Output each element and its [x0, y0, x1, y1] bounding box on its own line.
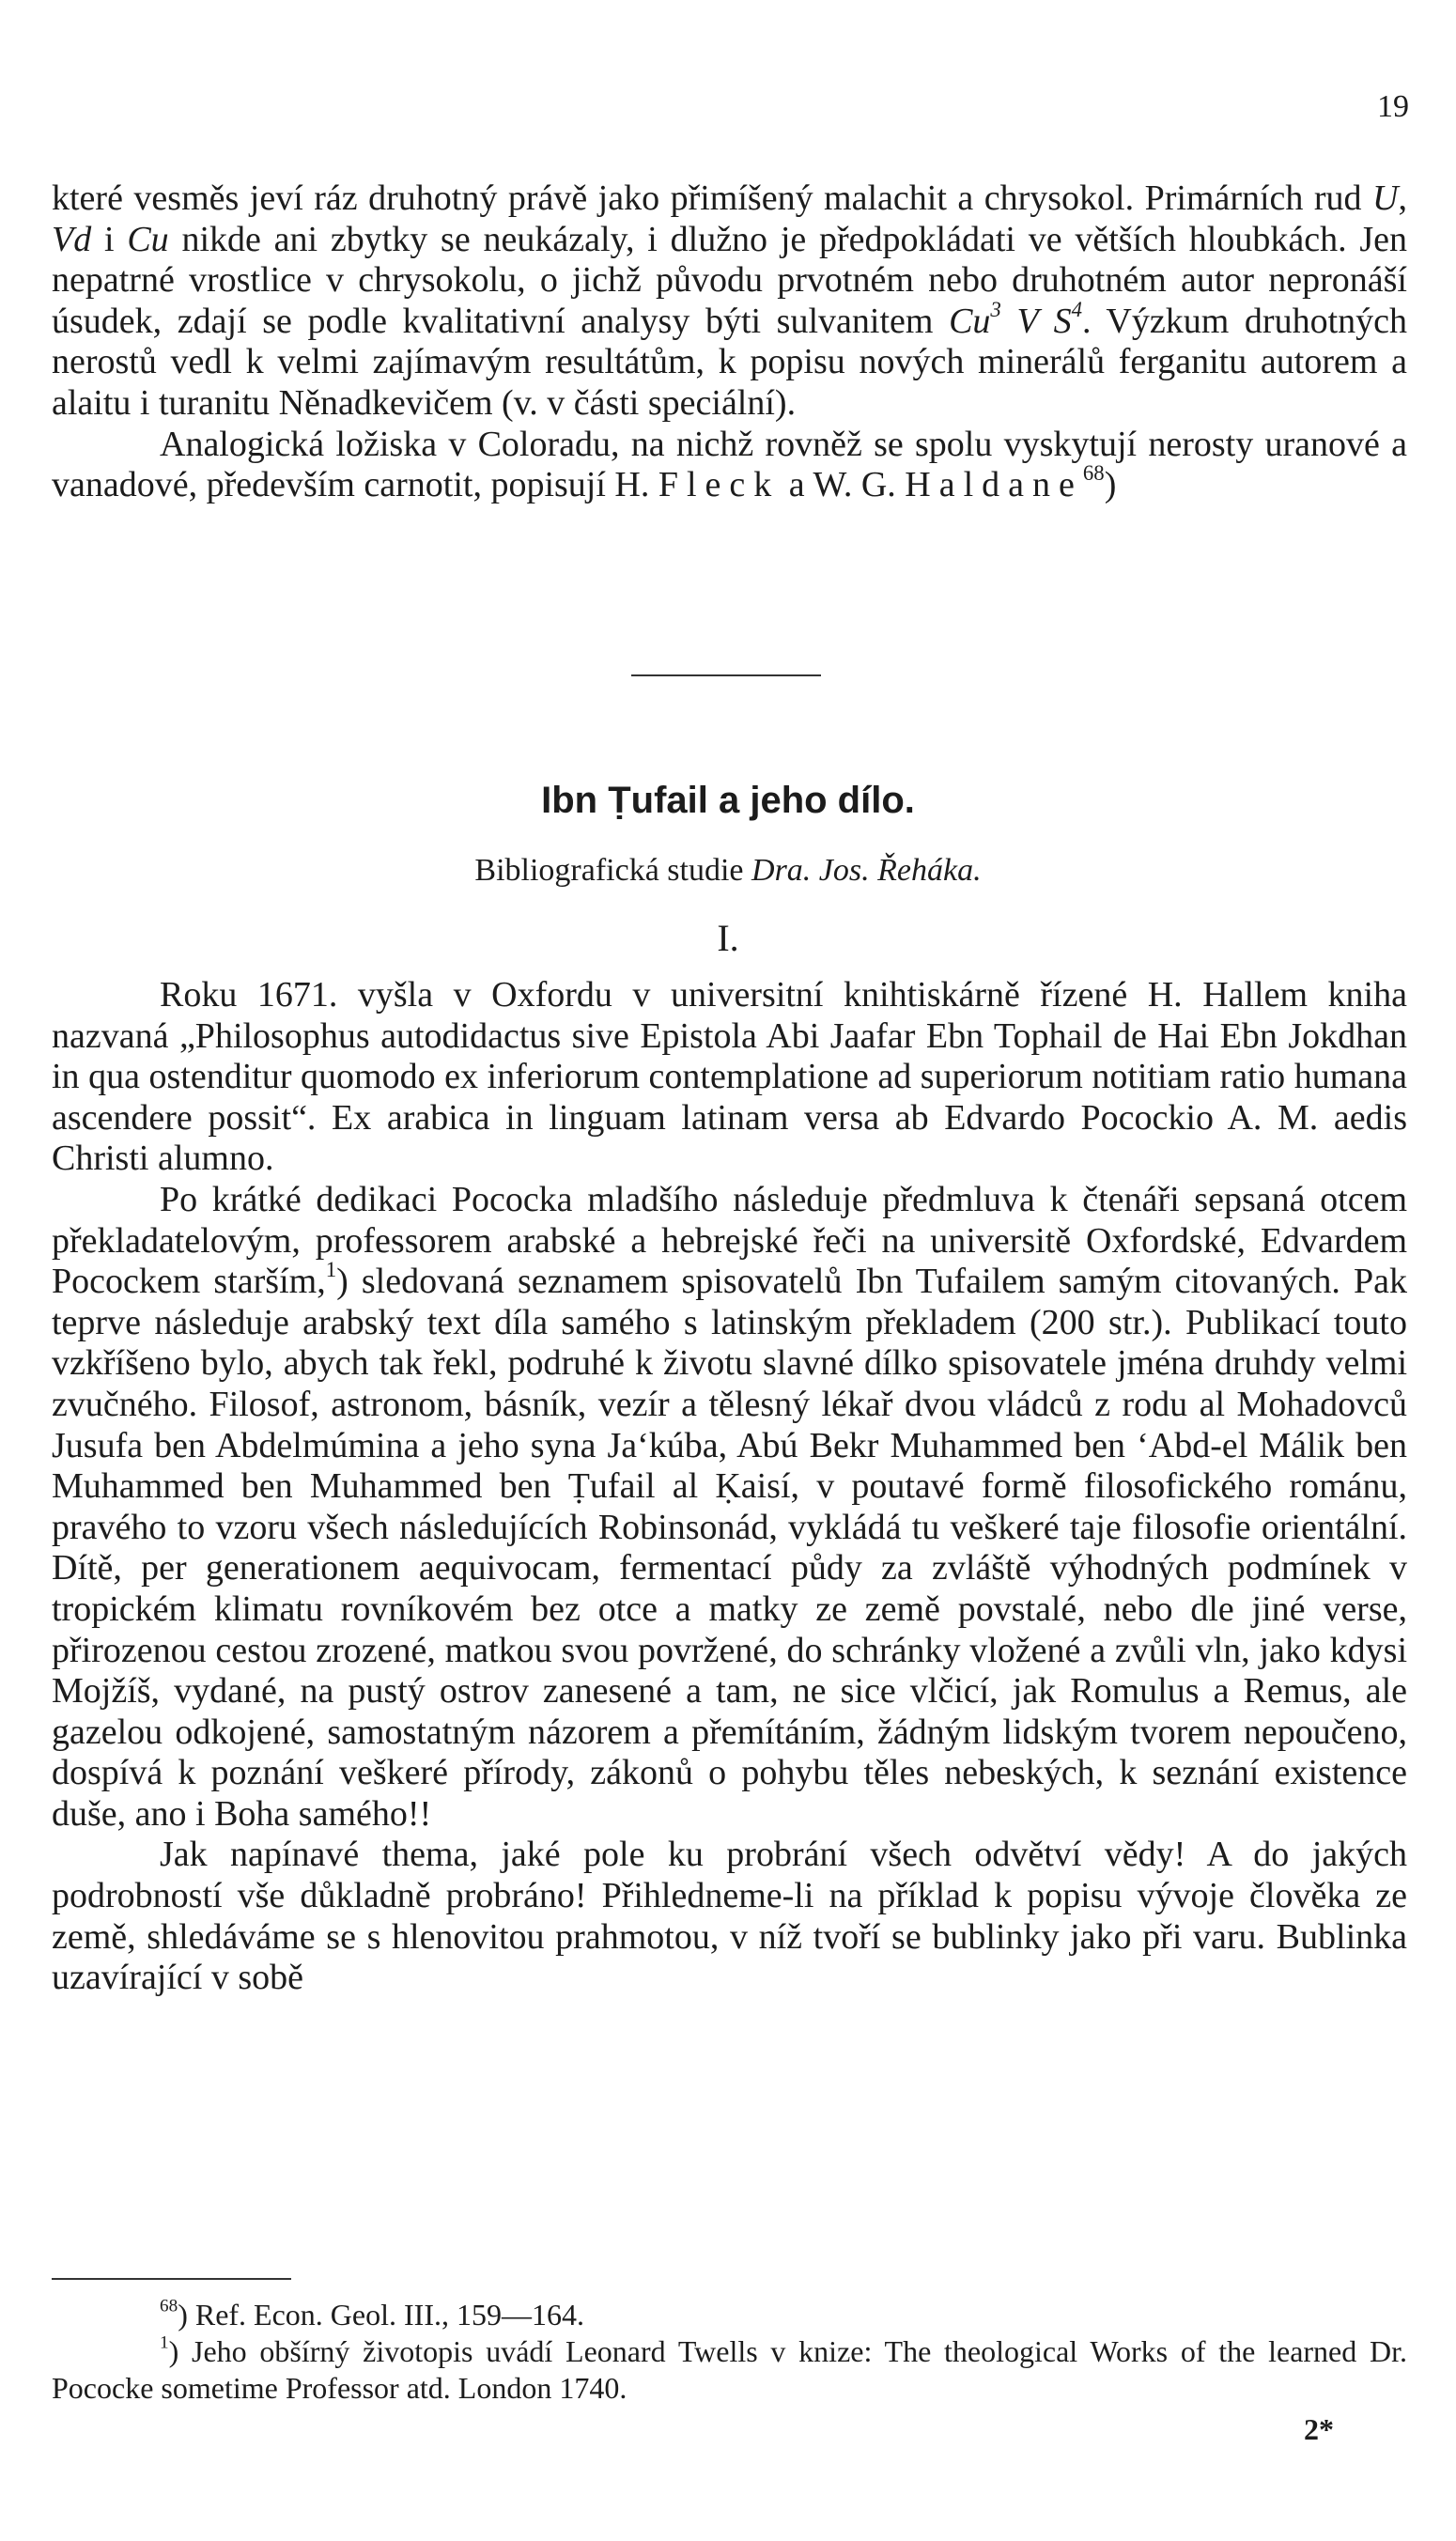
article-body: [52, 975, 1407, 1999]
body-paragraph: Roku 1671. vyšla v Oxfordu v universitní knihtiskárně řízené H. Hallem kniha nazvaná „Philosophus autodidactus sive Epistola Abi Jaafar Ebn Tophail de Hai Ebn Jokdhan in qua ostenditur quomodo ex inferiorum contemplatione ad superiorum notitiam ratio humana ascendere possit“. Ex arabica in linguam latinam versa ab Edvardo Pocockio A. M. aedis Christi alumno.: [52, 975, 1407, 1179]
footnote-text: ) Jeho obšírný životopis uvádí Leonard Twells v knize: The theological Works of the learned Dr. Pococke sometime Professor atd. London 1740.: [52, 2334, 1407, 2405]
footnote-mark: 68: [160, 2296, 178, 2316]
section-divider: [631, 674, 821, 676]
body-paragraph: Jak napínavé thema, jaké pole ku probrání všech odvětví vědy! A do jakých podrobností vše důkladně probráno! Přihledneme-li na příklad k popisu vývoje člověka ze země, shledáváme se s hlenovitou prahmotou, v níž tvoří se bublinky jako při varu. Bublinka uzavírající v sobě: [52, 1835, 1407, 1998]
author-name: Haldane: [905, 465, 1083, 505]
subtitle-text: Bibliografická studie: [474, 853, 752, 888]
footnote-mark: 1: [160, 2332, 169, 2353]
footnote-divider: [52, 2278, 291, 2280]
paragraph-colorado: [52, 425, 1407, 506]
article-subtitle: [0, 853, 1456, 889]
text-run: Po krátké dedikaci Pococka mladšího následuje předmluva k čtenáři sepsaná otcem překladatelovým, professorem arabské a hebrejské řeči na universitě Oxfordské, Edvardem Pocockem starším,: [52, 1179, 1407, 1302]
page-number: 19: [1377, 89, 1409, 124]
superscript: 4: [1071, 297, 1082, 321]
body-paragraph: [52, 1180, 1407, 1836]
text-run: . Výzkum druhotných nerostů vedl k velmi zajímavým resultátům, k popisu nových minerálů ferganitu autorem a alaitu i turanitu Něnadkevičem (v. v části speciální).: [52, 301, 1407, 423]
text-run: nikde ani zbytky se neukázaly, i dlužno je předpokládati ve větších hloubkách. Jen nepatrné vrostlice v chrysokolu, o jichž původu prvotném nebo druhotném autor nepronáší úsudek, zdají se podle kvalitativní analysy býti sulvanitem: [52, 219, 1407, 341]
text-run: a W. G.: [780, 465, 906, 505]
footnote-ref: 1: [325, 1258, 337, 1282]
italic-run: Vd: [52, 219, 92, 259]
text-run: Analogická ložiska v Coloradu, na nichž rovněž se spolu vyskytují nerosty uranové a vanadové, především carnotit, popisují H.: [52, 424, 1407, 505]
italic-run: Cu: [949, 301, 991, 341]
footnotes: [52, 2297, 1407, 2407]
footnote-1: [52, 2333, 1407, 2407]
author-name: Fleck: [658, 465, 781, 505]
footnote-ref: 68: [1082, 461, 1105, 486]
signature-mark: 2*: [1304, 2412, 1334, 2446]
footnote-text: ) Ref. Econ. Geol. III., 159—164.: [178, 2298, 584, 2332]
top-text-block: [52, 178, 1407, 506]
superscript: 3: [990, 297, 1001, 321]
article-title: Ibn Ṭufail a jeho dílo.: [541, 780, 915, 821]
text-run: i: [91, 219, 128, 259]
italic-run: Cu: [127, 219, 169, 259]
footnote-68: [52, 2297, 1407, 2333]
text-run: ,: [1398, 178, 1407, 218]
text-run: ) sledovaná seznamem spisovatelů Ibn Tufailem samým citovaných. Pak teprve následuje arabský text díla samého s latinským překladem (200 str.). Publikací touto vzkříšeno bylo, abych tak řekl, podruhé k životu slavné dílko spisovatele jména druhdy velmi zvučného. Filosof, astronom, básník, vezír a tělesný lékař dvou vládců z rodu al Mohadovců Jusufa ben Abdelmúmina a jeho syna Ja‘kúba, Abú Bekr Muhammed ben ‘Abd-el Málik ben Muhammed ben Muhammed ben Ṭufail al Ḳaisí, v poutavé formě filosofického románu, pravého to vzoru všech následujících Robinsonád, vykládá tu veškeré taje filosofie orientální. Dítě, per generationem aequivocam, fermentací půdy za zvláště výhodných podmínek v tropickém klimatu rovníkovém bez otce a matky ze země povstalé, nebo dle jiné verse, přirozenou cestou zrozené, matkou svou povržené, do schránky vložené a zvůli vln, jako kdysi Mojžíš, vydané, na pustý ostrov zanesené a tam, ne sice vlčicí, jak Romulus a Remus, ale gazelou odkojené, samostatným názorem a přemítáním, žádným lidským tvorem nepoučeno, dospívá k poznání veškeré přírody, zákonů o pohybu těles nebeských, k seznání existence duše, ano i Boha samého!!: [52, 1262, 1407, 1834]
section-numeral: I.: [717, 917, 739, 959]
text-run: které vesměs jeví ráz druhotný právě jako přimíšený malachit a chrysokol. Primárních rud: [52, 178, 1373, 218]
paragraph-minerals: [52, 178, 1407, 425]
italic-run: V S: [1000, 301, 1072, 341]
text-run: ): [1104, 465, 1117, 505]
italic-run: U: [1372, 178, 1399, 218]
subtitle-author: Dra. Jos. Řeháka.: [751, 853, 982, 888]
